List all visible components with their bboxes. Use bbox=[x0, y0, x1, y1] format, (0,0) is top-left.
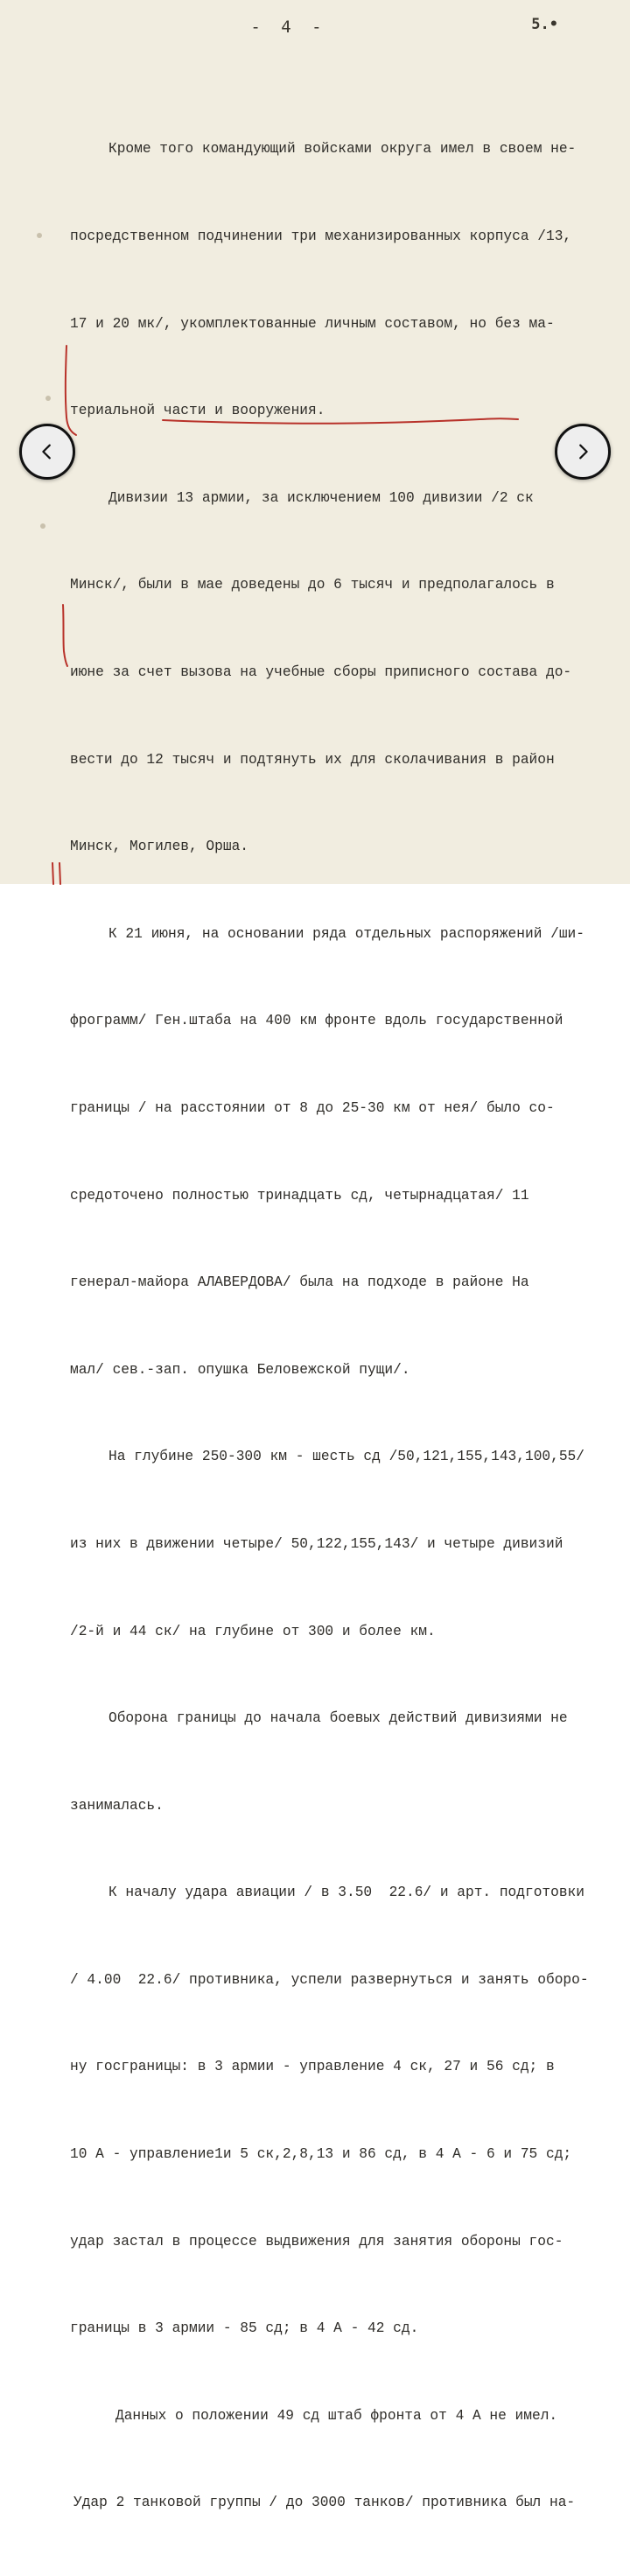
text-line: посредственном подчинении три механизированных корпуса /13, bbox=[70, 228, 572, 244]
text-line: генерал-майора АЛАВЕРДОВА/ была на подходе в районе На bbox=[70, 1274, 529, 1291]
previous-page-button[interactable] bbox=[19, 424, 75, 480]
text-line: / 4.00 22.6/ противника, успели развернуться и занять оборо- bbox=[70, 1971, 589, 1988]
text-line: ну госграницы: в 3 армии - управление 4 ск, 27 и 56 сд; в bbox=[70, 2059, 555, 2075]
typed-text-body bbox=[70, 77, 630, 2576]
paper-stain bbox=[37, 233, 42, 238]
corner-mark: 5.• bbox=[531, 16, 558, 33]
text-line: 10 А - управление1и 5 ск,2,8,13 и 86 сд, в 4 А - 6 и 75 сд; bbox=[70, 2146, 572, 2163]
text-line: Кроме того командующий войсками округа имел в своем не- bbox=[108, 141, 577, 158]
text-line: Данных о положении 49 сд штаб фронта от 4 А не имел. bbox=[116, 2407, 558, 2424]
text-line: границы / на расстоянии от 8 до 25-30 км от нея/ было со- bbox=[70, 1099, 555, 1116]
text-line: вести до 12 тысяч и подтянуть их для сколачивания в район bbox=[70, 751, 555, 768]
text-line: К 21 июня, на основании ряда отдельных распоряжений /ши- bbox=[108, 925, 584, 942]
text-line: из них в движении четыре/ 50,122,155,143/ и четыре дивизий bbox=[70, 1535, 564, 1552]
handwritten-margin-bracket bbox=[60, 343, 79, 438]
text-line: занималась. bbox=[70, 1797, 164, 1814]
text-line: 17 и 20 мк/, укомплектованные личным составом, но без ма- bbox=[70, 315, 555, 332]
paper-stain bbox=[40, 523, 46, 529]
handwritten-margin-line bbox=[58, 602, 70, 669]
handwritten-underline bbox=[161, 415, 520, 427]
text-line: фрограмм/ Ген.штаба на 400 км фронте вдоль государственной bbox=[70, 1013, 564, 1029]
chevron-left-icon bbox=[38, 442, 57, 461]
text-line: Минск/, были в мае доведены до 6 тысяч и предполагалось в bbox=[70, 577, 555, 593]
chevron-right-icon bbox=[573, 442, 592, 461]
text-line: Оборона границы до начала боевых действий дивизиями не bbox=[108, 1710, 568, 1727]
next-page-button[interactable] bbox=[555, 424, 611, 480]
handwritten-margin-double-line bbox=[49, 861, 65, 884]
text-line: средоточено полностью тринадцать сд, четырнадцатая/ 11 bbox=[70, 1187, 529, 1204]
paper-stain bbox=[46, 396, 51, 401]
text-line: Минск, Могилев, Орша. bbox=[70, 839, 248, 855]
text-line: границы в 3 армии - 85 сд; в 4 А - 42 сд. bbox=[70, 2320, 419, 2337]
text-line: Дивизии 13 армии, за исключением 100 дивизии /2 ск bbox=[108, 489, 534, 506]
text-line: июне за счет вызова на учебные сборы приписного состава до- bbox=[70, 663, 572, 680]
text-line: /2-й и 44 ск/ на глубине от 300 и более км. bbox=[70, 1623, 436, 1639]
page-number: - 4 - bbox=[250, 18, 327, 37]
text-line: мал/ сев.-зап. опушка Беловежской пущи/. bbox=[70, 1361, 410, 1378]
text-line: Удар 2 танковой группы / до 3000 танков/ противника был на- bbox=[74, 2495, 576, 2511]
text-line: териальной части и вооружения. bbox=[70, 403, 326, 419]
text-line: На глубине 250-300 км - шесть сд /50,121,155,143,100,55/ bbox=[108, 1449, 584, 1465]
text-line: К началу удара авиации / в 3.50 22.6/ и арт. подготовки bbox=[108, 1885, 584, 1901]
text-line: удар застал в процессе выдвижения для занятия обороны гос- bbox=[70, 2233, 564, 2250]
